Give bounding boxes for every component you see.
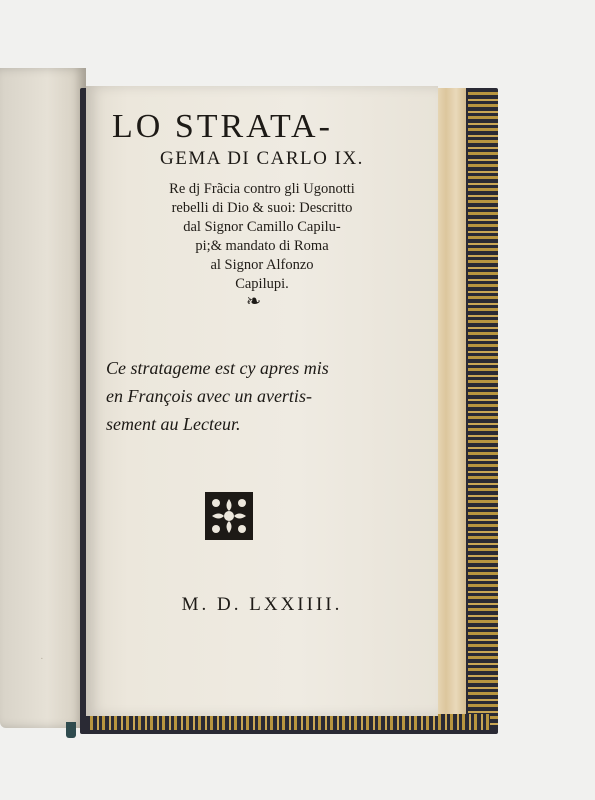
french-line-3: sement au Lecteur. bbox=[106, 414, 241, 434]
gold-tooled-border-bottom bbox=[90, 714, 490, 730]
left-page bbox=[0, 68, 86, 728]
subtitle-line-2: rebelli di Dio & suoi: Descritto bbox=[171, 200, 353, 216]
subtitle-line-4: pi;& mandato di Roma bbox=[195, 238, 329, 254]
publication-date: M. D. LXXIIII. bbox=[181, 594, 343, 615]
french-line-2: en François avec un avertis- bbox=[106, 386, 312, 406]
title-line-2: GEMA DI CARLO IX. bbox=[160, 148, 364, 169]
gold-tooled-border-right bbox=[468, 92, 498, 728]
fleuron-icon: ❧ bbox=[246, 291, 262, 311]
title-page bbox=[86, 86, 438, 716]
subtitle-line-6: Capilupi. bbox=[235, 276, 289, 292]
page-fore-edge bbox=[436, 88, 466, 716]
printer-ornament-icon bbox=[204, 491, 254, 541]
title-line-1: LO STRATA- bbox=[112, 108, 333, 145]
french-line-1: Ce stratageme est cy apres mis bbox=[106, 358, 329, 378]
subtitle-line-5: al Signor Alfonzo bbox=[210, 257, 314, 273]
subtitle-line-1: Re dj Frãcia contro gli Ugonotti bbox=[169, 181, 355, 197]
subtitle-line-3: dal Signor Camillo Capilu- bbox=[183, 219, 341, 235]
left-page-mark: · bbox=[40, 653, 44, 665]
ribbon-marker bbox=[66, 722, 76, 738]
